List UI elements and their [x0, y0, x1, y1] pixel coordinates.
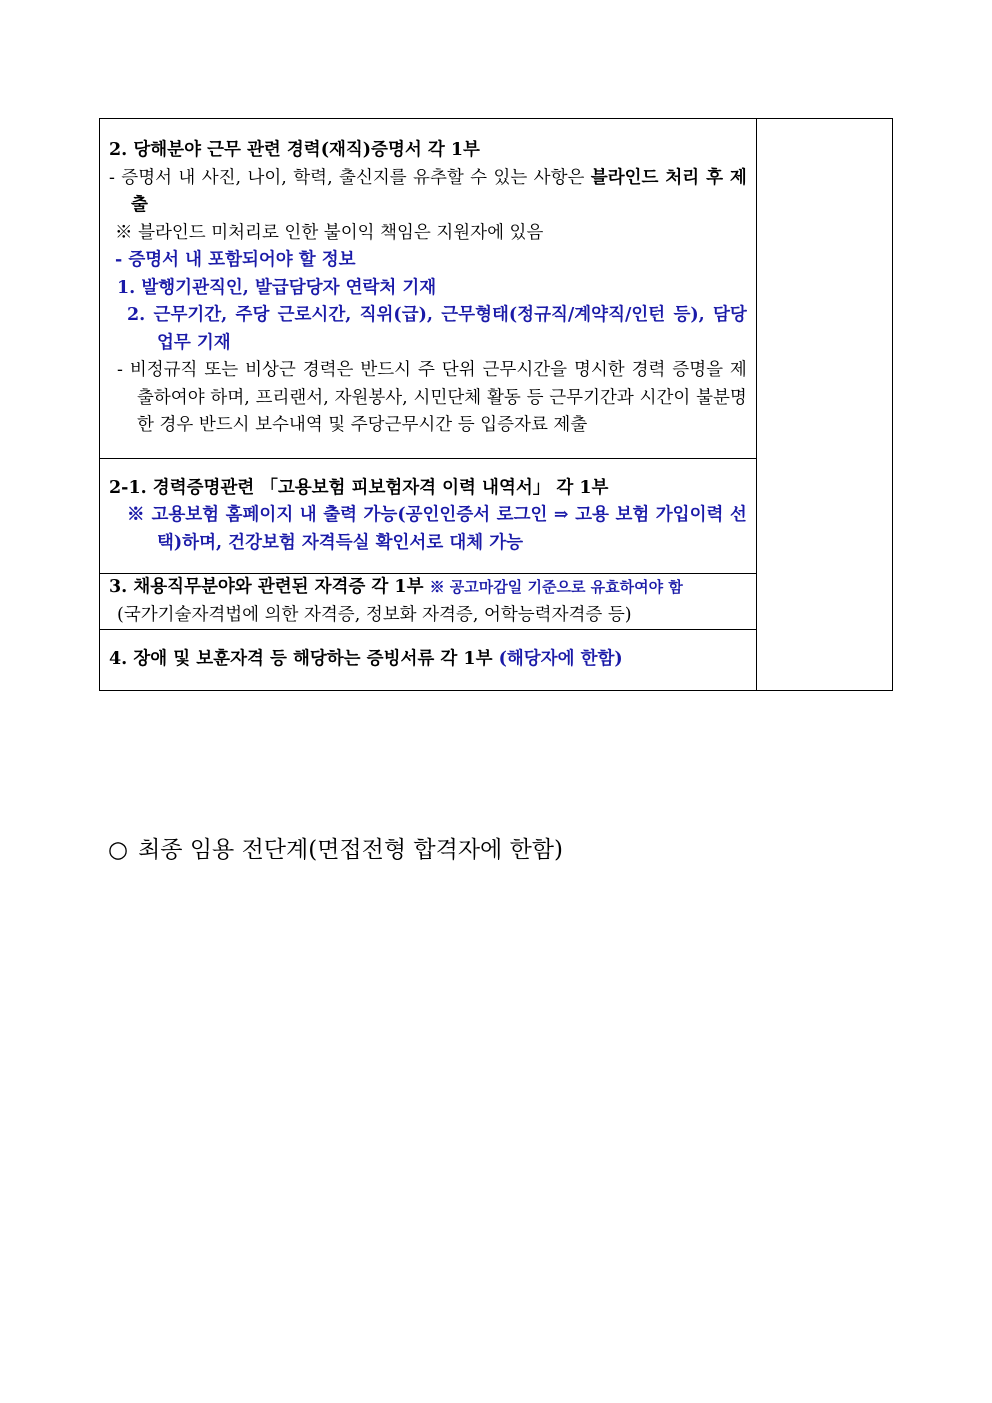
document-table	[99, 118, 893, 691]
section-2-1-title: 2-1. 경력증명관련 「고용보험 피보험자격 이력 내역서」 각 1부	[109, 477, 609, 498]
final-stage-heading	[108, 834, 563, 866]
section-4-title	[109, 646, 747, 674]
section-2-info-item-2: 2. 근무기간, 주당 근로시간, 직위(급), 근무형태(정규직/계약직/인턴 등), 담당업무 기재	[127, 305, 747, 353]
section-4-title-note: (해당자에 한함)	[498, 649, 623, 669]
section-2-info-item-1: 1. 발행기관직인, 발급담당자 연락처 기재	[117, 277, 437, 298]
final-stage-heading-text: 최종 임용 전단계(면접전형 합격자에 한함)	[138, 837, 563, 863]
section-2-cell	[100, 119, 757, 459]
section-2-note-responsibility: ※ 블라인드 미처리로 인한 불이익 책임은 지원자에 있음	[115, 222, 544, 243]
section-3-title	[109, 574, 747, 602]
section-3-detail: (국가기술자격법에 의한 자격증, 정보화 자격증, 어학능력자격증 등)	[117, 604, 632, 625]
table-row	[100, 119, 893, 459]
section-2-note-irregular: - 비정규직 또는 비상근 경력은 반드시 주 단위 근무시간을 명시한 경력 증명을 제출하여야 하며, 프리랜서, 자원봉사, 시민단체 활동 등 근무기간과 시간이 불분명한 경우 반드시 보수내역 및 주당근무시간 등 입증자료 제출	[117, 360, 747, 435]
section-3-title-text: 3. 채용직무분야와 관련된 자격증 각 1부	[109, 577, 430, 597]
side-empty-cell	[756, 119, 892, 691]
section-4-title-text: 4. 장애 및 보훈자격 등 해당하는 증빙서류 각 1부	[109, 649, 499, 669]
section-2-title: 2. 당해분야 근무 관련 경력(재직)증명서 각 1부	[109, 140, 480, 160]
section-2-info-title: - 증명서 내 포함되어야 할 정보	[115, 250, 356, 270]
section-2-1-cell	[100, 458, 757, 574]
section-4-cell	[100, 630, 757, 691]
circle-bullet-icon: ○	[108, 837, 129, 863]
section-3-cell	[100, 574, 757, 630]
section-2-1-note: ※ 고용보험 홈페이지 내 출력 가능(공인인증서 로그인 ⇒ 고용 보험 가입이력 선택)하며, 건강보험 자격득실 확인서로 대체 가능	[127, 505, 747, 553]
section-3-title-note: ※ 공고마감일 기준으로 유효하여야 함	[429, 578, 683, 596]
section-2-note-blind-bold: 블라인드 처리 후 제출	[131, 167, 747, 215]
section-2-note-blind-text: - 증명서 내 사진, 나이, 학력, 출신지를 유추할 수 있는 사항은	[109, 167, 591, 188]
section-2-note-blind	[109, 165, 747, 220]
